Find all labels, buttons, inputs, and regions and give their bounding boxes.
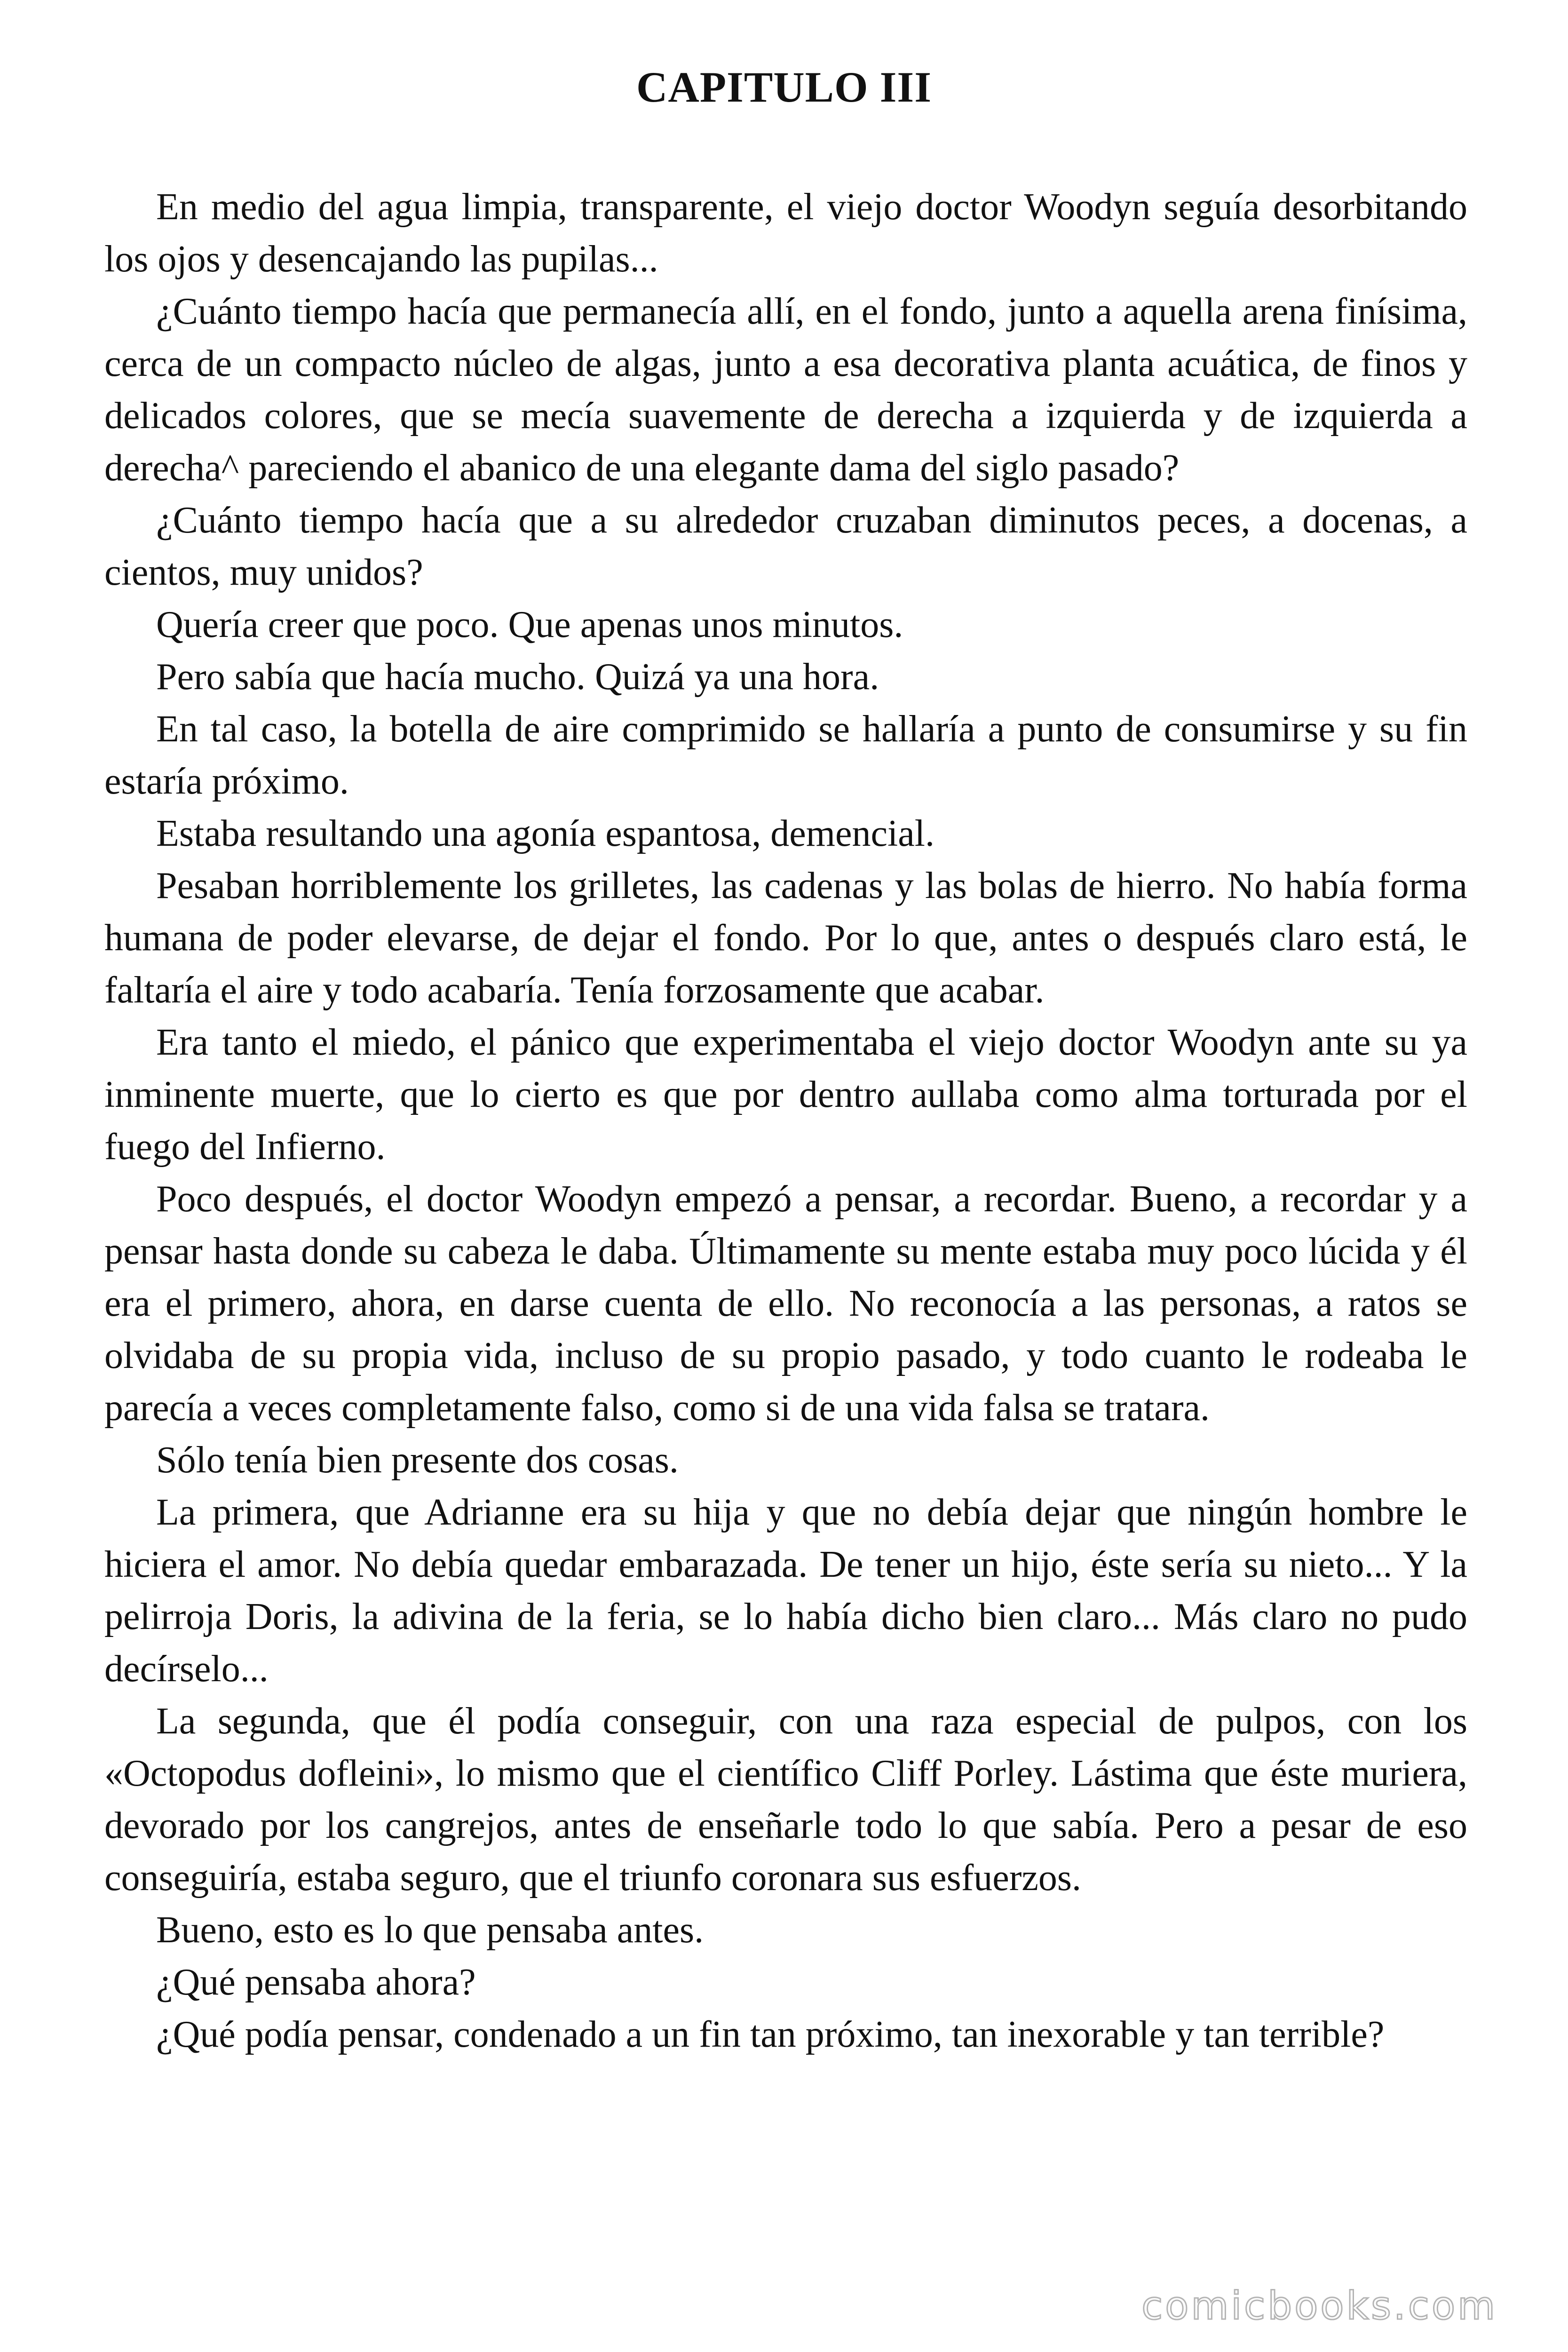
paragraph: Bueno, esto es lo que pensaba antes. — [156, 1909, 704, 1951]
paragraph: ¿Cuánto tiempo hacía que a su alrededor cruzaban diminutos peces, a docenas, a cientos, muy unidos? — [104, 500, 1467, 593]
paragraph: Sólo tenía bien presente dos cosas. — [156, 1439, 679, 1481]
paragraph: La primera, que Adrianne era su hija y que no debía dejar que ningún hombre le hiciera el amor. No debía quedar embarazada. De tener un hijo, éste sería su nieto... Y la pelirroja Doris, la adivina de la feria, se lo había dicho bien claro... Más claro no pudo decírselo... — [104, 1492, 1467, 1690]
chapter-title: CAPITULO III — [636, 63, 932, 111]
chapter-body — [104, 181, 1467, 2061]
paragraph: Estaba resultando una agonía espantosa, demencial. — [156, 813, 934, 854]
paragraph: La segunda, que él podía conseguir, con una raza especial de pulpos, con los «Octopodus dofleini», lo mismo que el científico Cliff Porley. Lástima que éste muriera, devorado por los cangrejos, antes de enseñarle todo lo que sabía. Pero a pesar de eso conseguiría, estaba seguro, que el triunfo coronara sus esfuerzos. — [104, 1700, 1467, 1899]
paragraph: En medio del agua limpia, transparente, el viejo doctor Woodyn seguía desorbitando los ojos y desencajando las pupilas... — [104, 186, 1467, 280]
paragraph: Pesaban horriblemente los grilletes, las cadenas y las bolas de hierro. No había forma humana de poder elevarse, de dejar el fondo. Por lo que, antes o después claro está, le faltaría el aire y todo acabaría. Tenía forzosamente que acabar. — [104, 865, 1467, 1011]
paragraph: Poco después, el doctor Woodyn empezó a pensar, a recordar. Bueno, a recordar y a pensar hasta donde su cabeza le daba. Últimamente su mente estaba muy poco lúcida y él era el primero, ahora, en darse cuenta de ello. No reconocía a las personas, a ratos se olvidaba de su propia vida, incluso de su propio pasado, y todo cuanto le rodeaba le parecía a veces completamente falso, como si de una vida falsa se tratara. — [104, 1178, 1467, 1429]
paragraph: Era tanto el miedo, el pánico que experimentaba el viejo doctor Woodyn ante su ya inminente muerte, que lo cierto es que por dentro aullaba como alma torturada por el fuego del Infierno. — [104, 1022, 1467, 1168]
paragraph: ¿Qué podía pensar, condenado a un fin tan próximo, tan inexorable y tan terrible? — [156, 2014, 1385, 2055]
paragraph: ¿Cuánto tiempo hacía que permanecía allí, en el fondo, junto a aquella arena finísima, cerca de un compacto núcleo de algas, junto a esa decorativa planta acuática, de finos y delicados colores, que se mecía suavemente de derecha a izquierda y de izquierda a derecha^ pareciendo el abanico de una elegante dama del siglo pasado? — [104, 291, 1467, 489]
paragraph: ¿Qué pensaba ahora? — [156, 1962, 476, 2003]
paragraph: En tal caso, la botella de aire comprimido se hallaría a punto de consumirse y su fin estaría próximo. — [104, 708, 1467, 802]
watermark-text: comicbooks.com — [1141, 2284, 1497, 2328]
paragraph: Pero sabía que hacía mucho. Quizá ya una hora. — [156, 656, 879, 698]
paragraph: Quería creer que poco. Que apenas unos minutos. — [156, 604, 903, 645]
